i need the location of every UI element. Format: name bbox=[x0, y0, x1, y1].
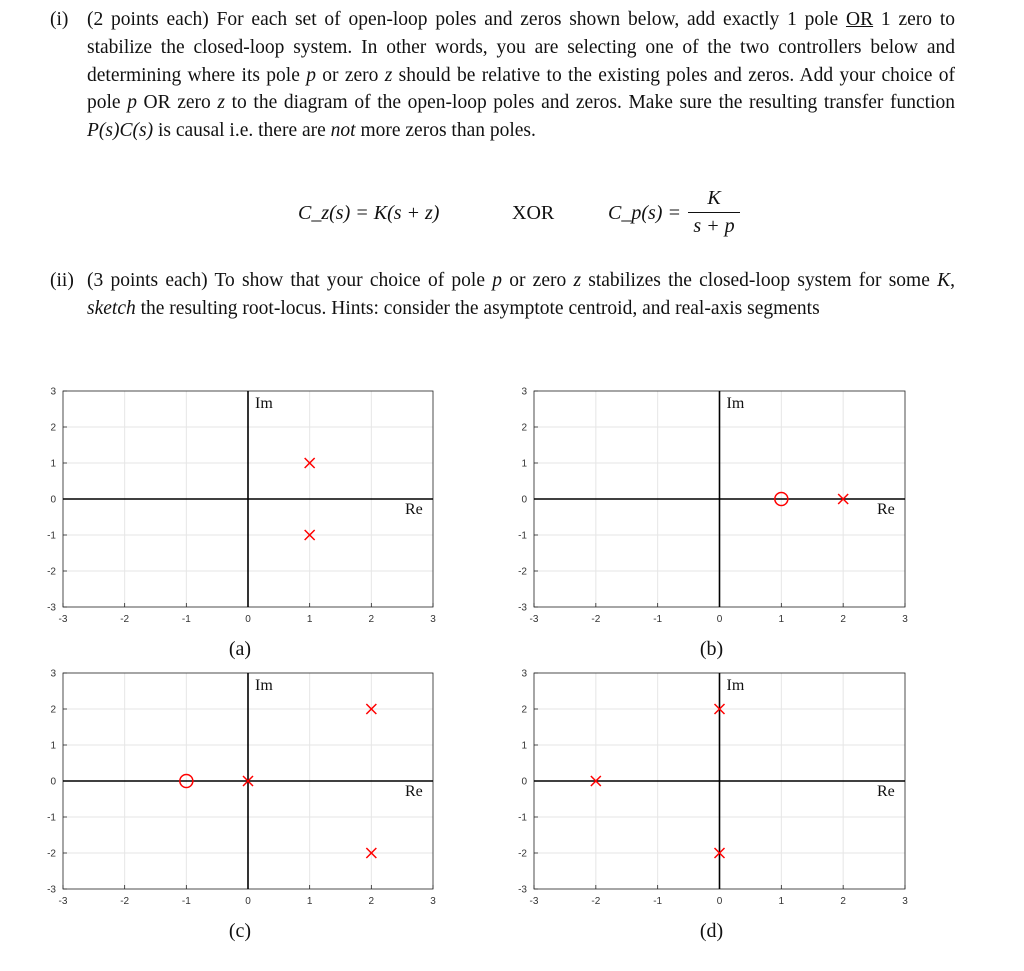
plot-caption: (b) bbox=[699, 638, 724, 660]
q1-text-6: to the diagram of the open-loop poles and zeros. Make sure the resulting transfer function bbox=[225, 92, 955, 114]
y-tick-label: -1 bbox=[47, 530, 56, 542]
y-tick-label: -1 bbox=[47, 812, 56, 824]
x-tick-label: -3 bbox=[58, 896, 68, 907]
q2-z-symbol: z bbox=[573, 270, 582, 291]
y-tick-label: -3 bbox=[518, 884, 527, 896]
q2-text-5: the resulting root-locus. Hints: consider the asymptote centroid, and real-axis segments bbox=[135, 297, 820, 319]
x-tick-label: 3 bbox=[902, 896, 908, 907]
im-axis-label: Im bbox=[255, 677, 273, 694]
x-tick-label: 2 bbox=[840, 896, 846, 907]
question-ii-label: (ii) bbox=[50, 270, 74, 291]
q1-z-symbol-2: z bbox=[217, 92, 226, 114]
q1-text-3: or zero bbox=[315, 64, 385, 86]
x-tick-label: 2 bbox=[368, 896, 375, 907]
plot-caption: (a) bbox=[228, 638, 252, 660]
re-axis-label: Re bbox=[877, 501, 895, 518]
y-tick-label: 1 bbox=[50, 458, 56, 470]
x-tick-label: 1 bbox=[778, 614, 785, 625]
q2-sketch-word: sketch bbox=[87, 297, 136, 319]
q1-text-5: OR zero bbox=[136, 92, 218, 114]
plot-a bbox=[47, 387, 436, 661]
x-tick-label: 0 bbox=[716, 896, 723, 907]
q2-k-symbol: K bbox=[937, 270, 951, 291]
y-tick-label: -2 bbox=[47, 566, 56, 578]
q1-text-2: 1 zero to stabilize the closed-loop system. In other words, you are selecting one of the two controllers below and determining where its pole bbox=[87, 9, 955, 86]
x-tick-label: 3 bbox=[430, 896, 436, 907]
y-tick-label: -1 bbox=[518, 812, 527, 824]
x-tick-label: -1 bbox=[653, 614, 663, 625]
y-tick-label: -3 bbox=[518, 602, 527, 614]
x-tick-label: 0 bbox=[245, 896, 251, 907]
x-tick-label: 3 bbox=[430, 614, 436, 625]
y-tick-label: 2 bbox=[50, 422, 56, 434]
q1-transfer-function: P(s)C(s) bbox=[87, 120, 154, 142]
x-tick-label: 1 bbox=[778, 896, 785, 907]
q1-not-word: not bbox=[330, 120, 356, 142]
y-tick-label: -3 bbox=[47, 884, 56, 896]
plot-d bbox=[518, 669, 908, 943]
x-tick-label: 3 bbox=[902, 614, 908, 625]
plot-c bbox=[47, 669, 436, 943]
plot-b bbox=[518, 387, 908, 661]
q2-text-3: stabilizes the closed-loop system for some bbox=[581, 270, 938, 291]
q1-z-symbol: z bbox=[384, 64, 393, 86]
x-tick-label: -1 bbox=[181, 614, 191, 625]
equation-cp-denominator: s + p bbox=[693, 215, 735, 238]
q1-or-underlined: OR bbox=[846, 9, 874, 30]
x-tick-label: -3 bbox=[58, 614, 68, 625]
x-tick-label: -1 bbox=[653, 896, 663, 907]
y-tick-label: 3 bbox=[50, 386, 56, 398]
y-tick-label: 3 bbox=[521, 668, 527, 680]
y-tick-label: 2 bbox=[50, 704, 56, 716]
x-tick-label: -2 bbox=[120, 896, 130, 907]
equation-cp-lhs: C_p(s) = bbox=[608, 202, 681, 224]
x-tick-label: 0 bbox=[716, 614, 723, 625]
q1-text-1: (2 points each) For each set of open-loop poles and zeros shown below, add exactly 1 pole bbox=[87, 9, 847, 30]
y-tick-label: 3 bbox=[521, 386, 527, 398]
re-axis-label: Re bbox=[405, 783, 423, 800]
x-tick-label: 2 bbox=[840, 614, 846, 625]
x-tick-label: 1 bbox=[306, 896, 313, 907]
x-tick-label: -2 bbox=[591, 614, 601, 625]
q2-p-symbol: p bbox=[492, 270, 502, 291]
q1-text-8: more zeros than poles. bbox=[355, 120, 536, 142]
y-tick-label: 3 bbox=[50, 668, 56, 680]
re-axis-label: Re bbox=[405, 501, 423, 518]
x-tick-label: 0 bbox=[245, 614, 251, 625]
re-axis-label: Re bbox=[877, 783, 895, 800]
equation-cz: C_z(s) = K(s + z) bbox=[298, 202, 440, 224]
q1-p-symbol: p bbox=[306, 64, 316, 86]
q1-text-4: should be relative to the existing poles and zeros. Add your choice of pole bbox=[87, 64, 955, 114]
x-tick-label: 1 bbox=[306, 614, 313, 625]
y-tick-label: 0 bbox=[521, 494, 527, 506]
y-tick-label: -2 bbox=[47, 848, 56, 860]
q1-text-7: is causal i.e. there are bbox=[153, 120, 331, 142]
x-tick-label: -3 bbox=[529, 614, 539, 625]
question-i-label: (i) bbox=[50, 9, 69, 30]
x-tick-label: -2 bbox=[591, 896, 601, 907]
y-tick-label: 1 bbox=[50, 740, 56, 752]
y-tick-label: 0 bbox=[50, 776, 56, 788]
plot-caption: (d) bbox=[699, 920, 724, 942]
y-tick-label: -3 bbox=[47, 602, 56, 614]
q2-text-1: (3 points each) To show that your choice of pole bbox=[87, 270, 493, 291]
x-tick-label: 2 bbox=[368, 614, 375, 625]
x-tick-label: -2 bbox=[120, 614, 130, 625]
y-tick-label: -1 bbox=[518, 530, 527, 542]
y-tick-label: 1 bbox=[521, 458, 527, 470]
im-axis-label: Im bbox=[726, 395, 745, 412]
im-axis-label: Im bbox=[726, 677, 745, 694]
x-tick-label: -3 bbox=[529, 896, 539, 907]
y-tick-label: -2 bbox=[518, 566, 527, 578]
y-tick-label: -2 bbox=[518, 848, 527, 860]
y-tick-label: 1 bbox=[521, 740, 527, 752]
y-tick-label: 0 bbox=[50, 494, 56, 506]
y-tick-label: 2 bbox=[521, 422, 527, 434]
x-tick-label: -1 bbox=[181, 896, 191, 907]
equation-xor: XOR bbox=[512, 202, 555, 224]
plot-caption: (c) bbox=[228, 920, 252, 942]
q2-text-4: , bbox=[950, 270, 955, 291]
im-axis-label: Im bbox=[255, 395, 273, 412]
q1-p-symbol-2: p bbox=[127, 92, 137, 114]
q2-text-2: or zero bbox=[501, 270, 574, 291]
equation-cp-numerator: K bbox=[707, 187, 721, 209]
y-tick-label: 2 bbox=[521, 704, 527, 716]
y-tick-label: 0 bbox=[521, 776, 527, 788]
